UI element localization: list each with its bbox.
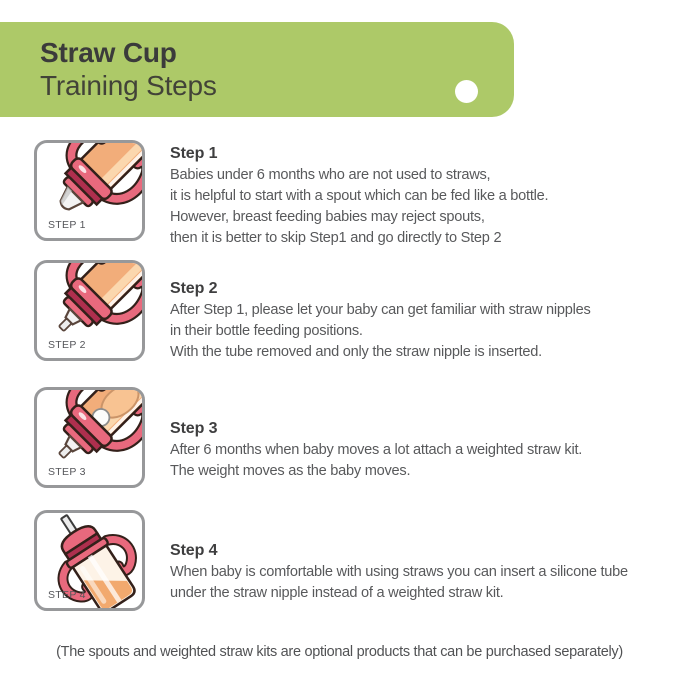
step-2-heading: Step 2: [170, 280, 218, 297]
step-3-box-label: STEP 3: [48, 466, 86, 478]
header-titles: [40, 36, 217, 102]
footer-note: (The spouts and weighted straw kits are optional products that can be purchased separately): [56, 644, 623, 660]
step-1-line-4: then it is better to skip Step1 and go directly to Step 2: [170, 230, 502, 246]
step-3-line-1: After 6 months when baby moves a lot attach a weighted straw kit.: [170, 442, 583, 458]
step-3-line-2: The weight moves as the baby moves.: [170, 463, 411, 479]
step-1-text: [170, 143, 675, 249]
hang-hole-circle: [455, 80, 478, 103]
step-2-line-3: With the tube removed and only the straw nipple is inserted.: [170, 344, 542, 360]
step-2-line-1: After Step 1, please let your baby can get familiar with straw nipples: [170, 302, 591, 318]
step-1-line-1: Babies under 6 months who are not used to straws,: [170, 167, 491, 183]
step-4-text: [170, 540, 675, 604]
page-title: Straw Cup: [40, 37, 177, 68]
step-4-box-label: STEP 4: [48, 589, 86, 601]
step-4-line-2: under the straw nipple instead of a weighted straw kit.: [170, 585, 504, 601]
step-2-illustration-box: [34, 260, 145, 361]
step-4-line-1: When baby is comfortable with using straws you can insert a silicone tube: [170, 564, 628, 580]
step-3-text: [170, 418, 675, 482]
step-3-heading: Step 3: [170, 420, 218, 437]
step-4-heading: Step 4: [170, 542, 218, 559]
step-1-box-label: STEP 1: [48, 219, 86, 231]
step-1-line-3: However, breast feeding babies may reject spouts,: [170, 209, 485, 225]
header-banner: [0, 22, 514, 117]
step-1-illustration-box: [34, 140, 145, 241]
step-1-line-2: it is helpful to start with a spout which can be fed like a bottle.: [170, 188, 549, 204]
step-3-illustration-box: [34, 387, 145, 488]
step-1-heading: Step 1: [170, 145, 218, 162]
step-4-illustration-box: [34, 510, 145, 611]
page-subtitle: Training Steps: [40, 70, 217, 101]
step-2-text: [170, 278, 675, 363]
step-2-box-label: STEP 2: [48, 339, 86, 351]
step-2-line-2: in their bottle feeding positions.: [170, 323, 363, 339]
